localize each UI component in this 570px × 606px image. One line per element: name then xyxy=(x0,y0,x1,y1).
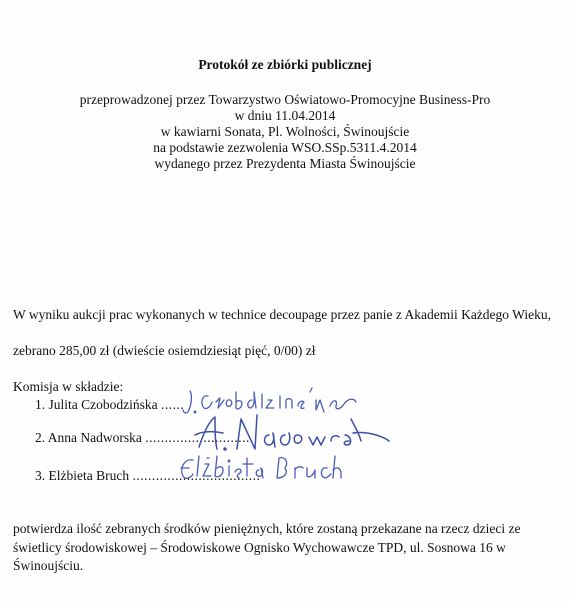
member-row-3 xyxy=(35,468,260,484)
member-number: 2. xyxy=(35,430,46,445)
paragraph-amount: zebrano 285,00 zł (dwieście osiemdziesiąt pięć, 0/00) zł xyxy=(13,343,316,358)
member-name: Elżbieta Bruch xyxy=(48,468,130,483)
signature-line-dots: ............................ xyxy=(145,430,254,445)
member-number: 3. xyxy=(35,468,46,483)
header-line-location: w kawiarni Sonata, Pl. Wolności, Świnoujście xyxy=(160,124,410,139)
signature-line-dots: ...... xyxy=(160,397,185,412)
header-block xyxy=(0,92,570,172)
header-line-date: w dniu 11.04.2014 xyxy=(234,108,336,123)
closing-paragraph: potwierdza ilość zebranych środków pieniężnych, które zostaną przekazane na rzecz dzieci ze świetlicy środowiskowej – Środowiskowe Ognisko Wychowawcze TPD, ul. Sosnowa 16 w Świnoujściu. xyxy=(13,521,521,573)
member-name: Julita Czobodzińska xyxy=(48,397,158,412)
document-title: Protokół ze zbiórki publicznej xyxy=(198,57,372,72)
member-name: Anna Nadworska xyxy=(47,430,142,445)
member-row-1 xyxy=(35,397,184,413)
header-line-issuer: wydanego przez Prezydenta Miasta Świnoujście xyxy=(154,156,416,171)
commission-label: Komisja w składzie: xyxy=(13,379,124,394)
paragraph-auction: W wyniku aukcji prac wykonanych w technice decoupage przez panie z Akademii Każdego Wieku, xyxy=(13,307,551,322)
member-row-2 xyxy=(35,430,254,446)
header-line-organizer: przeprowadzonej przez Towarzystwo Oświatowo-Promocyjne Business-Pro xyxy=(79,92,491,107)
member-number: 1. xyxy=(35,397,46,412)
signature-line-dots: ................................. xyxy=(132,468,261,483)
header-line-permit: na podstawie zezwolenia WSO.SSp.5311.4.2014 xyxy=(153,140,417,155)
